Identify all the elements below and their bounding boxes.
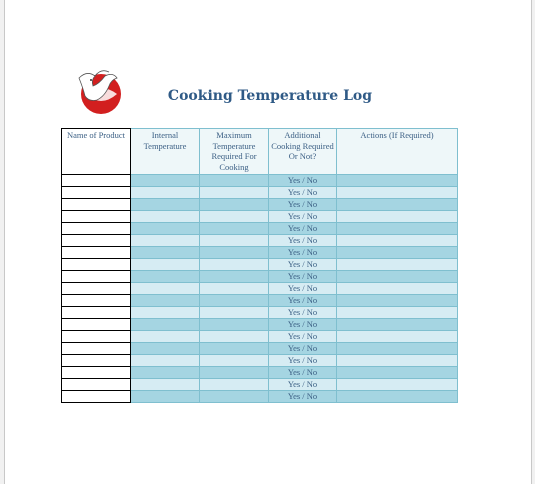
additional-cooking-cell[interactable]: Yes / No — [269, 391, 337, 403]
additional-cooking-cell[interactable]: Yes / No — [269, 295, 337, 307]
internal-temp-cell[interactable] — [131, 295, 200, 307]
table-row — [62, 247, 458, 259]
additional-cooking-cell[interactable]: Yes / No — [269, 379, 337, 391]
actions-cell[interactable] — [337, 379, 458, 391]
max-temp-cell[interactable] — [200, 259, 269, 271]
max-temp-cell[interactable] — [200, 235, 269, 247]
column-header-additional-cooking: Additional Cooking Required Or Not? — [269, 129, 337, 175]
actions-cell[interactable] — [337, 211, 458, 223]
actions-cell[interactable] — [337, 259, 458, 271]
table-row — [62, 307, 458, 319]
max-temp-cell[interactable] — [200, 343, 269, 355]
max-temp-cell[interactable] — [200, 379, 269, 391]
actions-cell[interactable] — [337, 187, 458, 199]
table-row — [62, 235, 458, 247]
table-row — [62, 223, 458, 235]
internal-temp-cell[interactable] — [131, 379, 200, 391]
product-cell[interactable] — [62, 355, 131, 367]
product-cell[interactable] — [62, 199, 131, 211]
product-cell[interactable] — [62, 367, 131, 379]
product-cell[interactable] — [62, 235, 131, 247]
actions-cell[interactable] — [337, 283, 458, 295]
max-temp-cell[interactable] — [200, 295, 269, 307]
internal-temp-cell[interactable] — [131, 367, 200, 379]
table-row — [62, 343, 458, 355]
additional-cooking-cell[interactable]: Yes / No — [269, 331, 337, 343]
internal-temp-cell[interactable] — [131, 307, 200, 319]
product-cell[interactable] — [62, 187, 131, 199]
table-row — [62, 319, 458, 331]
additional-cooking-cell[interactable]: Yes / No — [269, 247, 337, 259]
actions-cell[interactable] — [337, 355, 458, 367]
product-cell[interactable] — [62, 211, 131, 223]
max-temp-cell[interactable] — [200, 187, 269, 199]
product-cell[interactable] — [62, 175, 131, 187]
table-row — [62, 379, 458, 391]
product-cell[interactable] — [62, 223, 131, 235]
additional-cooking-cell[interactable]: Yes / No — [269, 175, 337, 187]
actions-cell[interactable] — [337, 307, 458, 319]
table-row — [62, 331, 458, 343]
table-header-row — [62, 129, 458, 175]
max-temp-cell[interactable] — [200, 307, 269, 319]
actions-cell[interactable] — [337, 223, 458, 235]
actions-cell[interactable] — [337, 175, 458, 187]
product-cell[interactable] — [62, 295, 131, 307]
max-temp-cell[interactable] — [200, 211, 269, 223]
max-temp-cell[interactable] — [200, 199, 269, 211]
additional-cooking-cell[interactable]: Yes / No — [269, 235, 337, 247]
table-row — [62, 295, 458, 307]
column-header-max-temp: Maximum Temperature Required For Cooking — [200, 129, 269, 175]
table-row — [62, 355, 458, 367]
max-temp-cell[interactable] — [200, 223, 269, 235]
additional-cooking-cell[interactable]: Yes / No — [269, 355, 337, 367]
temperature-log-table — [61, 128, 458, 403]
additional-cooking-cell[interactable]: Yes / No — [269, 211, 337, 223]
internal-temp-cell[interactable] — [131, 247, 200, 259]
max-temp-cell[interactable] — [200, 355, 269, 367]
product-cell[interactable] — [62, 391, 131, 403]
internal-temp-cell[interactable] — [131, 283, 200, 295]
actions-cell[interactable] — [337, 343, 458, 355]
internal-temp-cell[interactable] — [131, 391, 200, 403]
internal-temp-cell[interactable] — [131, 355, 200, 367]
internal-temp-cell[interactable] — [131, 199, 200, 211]
product-cell[interactable] — [62, 319, 131, 331]
product-cell[interactable] — [62, 247, 131, 259]
actions-cell[interactable] — [337, 271, 458, 283]
max-temp-cell[interactable] — [200, 283, 269, 295]
actions-cell[interactable] — [337, 331, 458, 343]
additional-cooking-cell[interactable]: Yes / No — [269, 319, 337, 331]
internal-temp-cell[interactable] — [131, 235, 200, 247]
additional-cooking-cell[interactable]: Yes / No — [269, 187, 337, 199]
internal-temp-cell[interactable] — [131, 331, 200, 343]
product-cell[interactable] — [62, 379, 131, 391]
table-row — [62, 259, 458, 271]
additional-cooking-cell[interactable]: Yes / No — [269, 307, 337, 319]
max-temp-cell[interactable] — [200, 319, 269, 331]
product-cell[interactable] — [62, 259, 131, 271]
product-cell[interactable] — [62, 307, 131, 319]
page-title: Cooking Temperature Log — [167, 88, 373, 104]
table-row — [62, 283, 458, 295]
additional-cooking-cell[interactable]: Yes / No — [269, 283, 337, 295]
table-body — [62, 175, 458, 403]
product-cell[interactable] — [62, 331, 131, 343]
internal-temp-cell[interactable] — [131, 223, 200, 235]
table-row — [62, 391, 458, 403]
actions-cell[interactable] — [337, 319, 458, 331]
internal-temp-cell[interactable] — [131, 211, 200, 223]
additional-cooking-cell[interactable]: Yes / No — [269, 223, 337, 235]
column-header-internal-temp: Internal Temperature — [131, 129, 200, 175]
additional-cooking-cell[interactable]: Yes / No — [269, 199, 337, 211]
table-row — [62, 271, 458, 283]
additional-cooking-cell[interactable]: Yes / No — [269, 343, 337, 355]
actions-cell[interactable] — [337, 295, 458, 307]
internal-temp-cell[interactable] — [131, 259, 200, 271]
additional-cooking-cell[interactable]: Yes / No — [269, 271, 337, 283]
internal-temp-cell[interactable] — [131, 187, 200, 199]
table-row — [62, 367, 458, 379]
product-cell[interactable] — [62, 271, 131, 283]
product-cell[interactable] — [62, 343, 131, 355]
internal-temp-cell[interactable] — [131, 319, 200, 331]
table-row — [62, 175, 458, 187]
additional-cooking-cell[interactable]: Yes / No — [269, 367, 337, 379]
max-temp-cell[interactable] — [200, 367, 269, 379]
actions-cell[interactable] — [337, 367, 458, 379]
product-cell[interactable] — [62, 283, 131, 295]
actions-cell[interactable] — [337, 199, 458, 211]
table-row — [62, 199, 458, 211]
column-header-actions: Actions (If Required) — [337, 129, 458, 175]
max-temp-cell[interactable] — [200, 175, 269, 187]
internal-temp-cell[interactable] — [131, 175, 200, 187]
table-row — [62, 187, 458, 199]
actions-cell[interactable] — [337, 391, 458, 403]
actions-cell[interactable] — [337, 235, 458, 247]
additional-cooking-cell[interactable]: Yes / No — [269, 259, 337, 271]
table-row — [62, 211, 458, 223]
max-temp-cell[interactable] — [200, 271, 269, 283]
max-temp-cell[interactable] — [200, 331, 269, 343]
column-header-product: Name of Product — [62, 129, 131, 175]
max-temp-cell[interactable] — [200, 247, 269, 259]
internal-temp-cell[interactable] — [131, 271, 200, 283]
max-temp-cell[interactable] — [200, 391, 269, 403]
internal-temp-cell[interactable] — [131, 343, 200, 355]
document-page — [4, 0, 532, 484]
actions-cell[interactable] — [337, 247, 458, 259]
